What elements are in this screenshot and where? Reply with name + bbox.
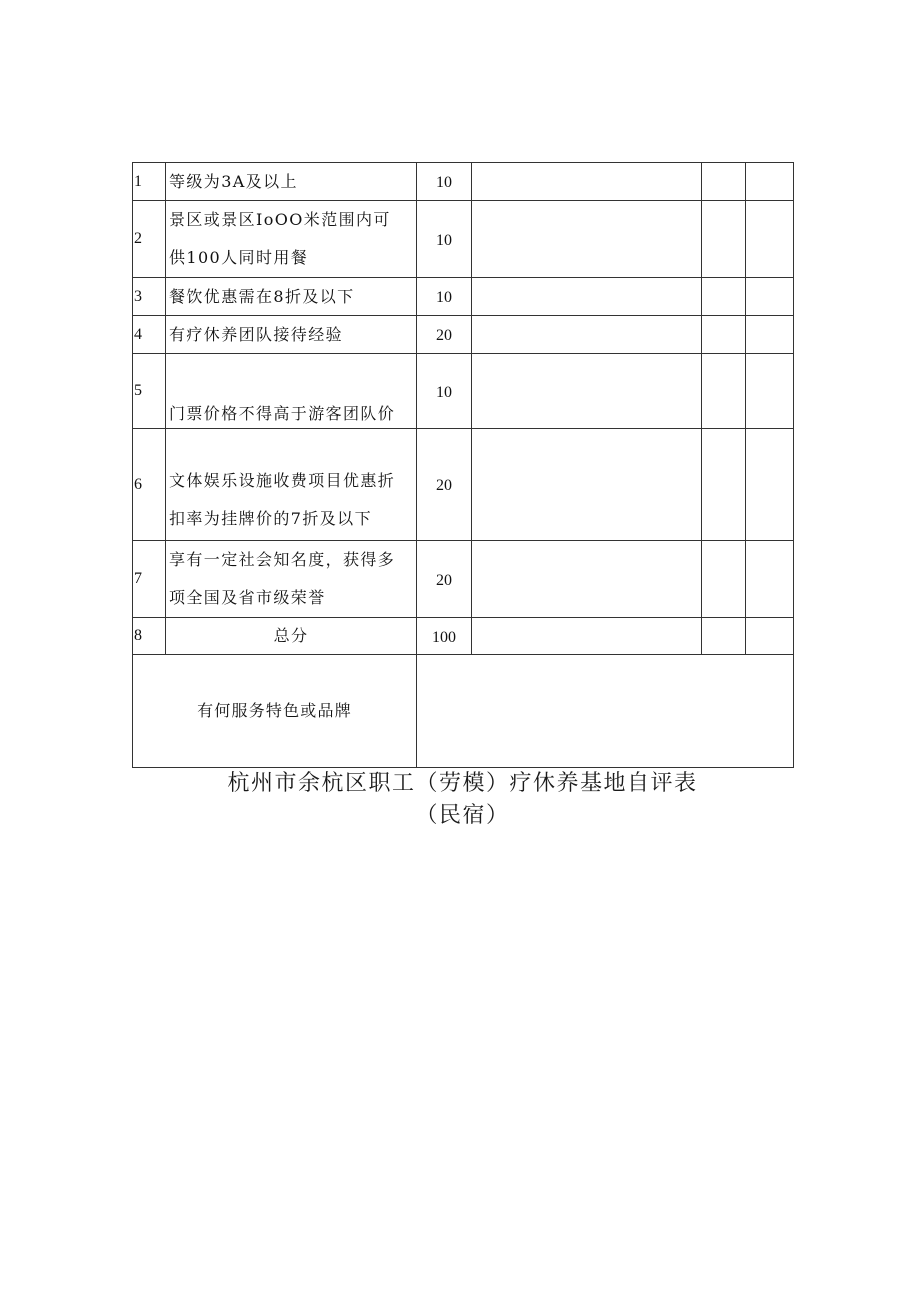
brand-label: 有何服务特色或品牌	[133, 655, 417, 768]
brand-answer-cell[interactable]	[417, 655, 794, 768]
blank-cell[interactable]	[746, 354, 794, 429]
criterion-text	[166, 354, 417, 429]
blank-cell[interactable]	[702, 163, 746, 201]
criterion-line: 等级为3A及以上	[169, 171, 298, 191]
evaluation-cell[interactable]	[472, 163, 702, 201]
criterion-line: 享有一定社会知名度，获得多	[169, 550, 396, 569]
criterion-line: 文体娱乐设施收费项目优惠折	[169, 471, 396, 490]
self-evaluation-table	[132, 162, 794, 768]
brand-row	[133, 655, 794, 768]
document-subtitle: （民宿）	[415, 803, 510, 828]
row-number: 3	[133, 278, 166, 316]
table-row	[133, 541, 794, 618]
score-value: 20	[417, 541, 472, 618]
blank-cell[interactable]	[746, 316, 794, 354]
blank-cell[interactable]	[746, 201, 794, 278]
evaluation-cell[interactable]	[472, 354, 702, 429]
row-number: 8	[133, 618, 166, 655]
total-score: 100	[417, 618, 472, 655]
criterion-text	[166, 429, 417, 541]
criterion-text	[166, 541, 417, 618]
blank-cell[interactable]	[746, 429, 794, 541]
evaluation-cell[interactable]	[472, 618, 702, 655]
table-row	[133, 316, 794, 354]
blank-cell[interactable]	[702, 316, 746, 354]
score-value: 10	[417, 278, 472, 316]
table-row	[133, 354, 794, 429]
evaluation-cell[interactable]	[472, 278, 702, 316]
blank-cell[interactable]	[702, 278, 746, 316]
table-row	[133, 278, 794, 316]
blank-cell[interactable]	[702, 429, 746, 541]
blank-cell[interactable]	[702, 618, 746, 655]
evaluation-cell[interactable]	[472, 316, 702, 354]
criterion-line: 扣率为挂牌价的7折及以下	[169, 509, 372, 528]
table-row	[133, 163, 794, 201]
score-value: 20	[417, 429, 472, 541]
criterion-line: 门票价格不得高于游客团队价	[169, 404, 396, 423]
row-number: 6	[133, 429, 166, 541]
score-value: 10	[417, 201, 472, 278]
total-row	[133, 618, 794, 655]
row-number: 1	[133, 163, 166, 201]
evaluation-cell[interactable]	[472, 201, 702, 278]
blank-cell[interactable]	[702, 354, 746, 429]
table-row	[133, 201, 794, 278]
criterion-text	[166, 201, 417, 278]
criterion-line: 供100人同时用餐	[169, 248, 309, 267]
total-label: 总分	[166, 618, 417, 655]
row-number: 5	[133, 354, 166, 429]
row-number: 4	[133, 316, 166, 354]
table-row	[133, 429, 794, 541]
evaluation-cell[interactable]	[472, 541, 702, 618]
score-value: 20	[417, 316, 472, 354]
blank-cell[interactable]	[746, 278, 794, 316]
blank-cell[interactable]	[746, 541, 794, 618]
document-title: 杭州市余杭区职工（劳模）疗休养基地自评表	[227, 771, 698, 796]
criterion-line: 项全国及省市级荣誉	[169, 588, 326, 607]
evaluation-cell[interactable]	[472, 429, 702, 541]
blank-cell[interactable]	[702, 201, 746, 278]
criterion-text	[166, 278, 417, 316]
row-number: 2	[133, 201, 166, 278]
score-value: 10	[417, 163, 472, 201]
blank-cell[interactable]	[746, 163, 794, 201]
criterion-text	[166, 163, 417, 201]
criterion-line: 景区或景区IoOO米范围内可	[169, 210, 391, 229]
row-number: 7	[133, 541, 166, 618]
blank-cell[interactable]	[702, 541, 746, 618]
score-value: 10	[417, 354, 472, 429]
criterion-line: 有疗休养团队接待经验	[169, 324, 344, 344]
criterion-text	[166, 316, 417, 354]
criterion-line: 餐饮优惠需在8折及以下	[169, 286, 355, 306]
blank-cell[interactable]	[746, 618, 794, 655]
